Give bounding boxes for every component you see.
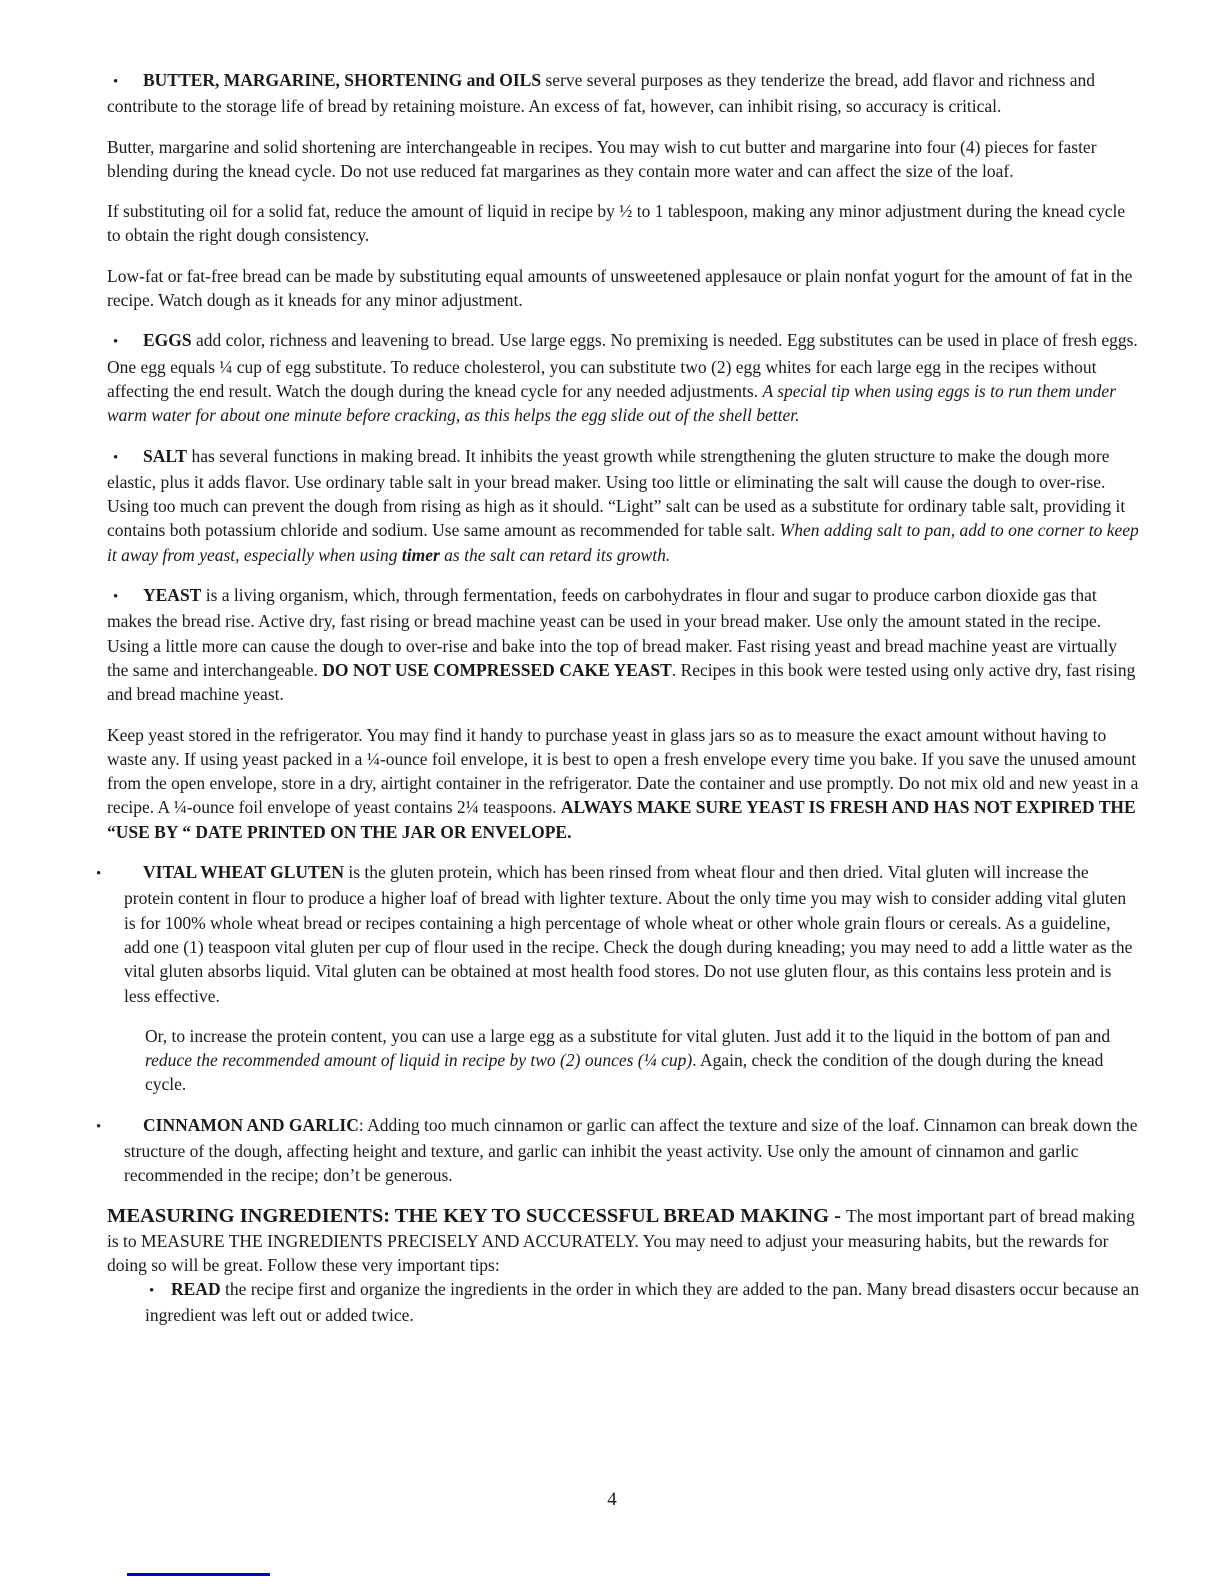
body-text: The most important part of bread making is to MEASURE THE INGREDIENTS PRECISELY AND ACCURATELY. You may need to adjust your measuring habits, but the rewards for doing so will be great. Follow these very important tips:: [107, 1205, 1135, 1275]
egg-tip-italic: A special tip when using eggs is to run them under warm water for about one minute before cracking, as this helps the egg slide out of the shell better.: [107, 380, 1116, 426]
bullet-item-butter: [107, 68, 1140, 119]
body-text: has several functions in making bread. It inhibits the yeast growth while strengthening the gluten structure to make the dough more elastic, plus it adds flavor. Use ordinary table salt in your bread maker. Using too little or eliminating the salt will cause the dough to over-rise. Using too much can prevent the dough from rising as high as it should. “Light” salt can be used as a substitute for ordinary table salt, providing it contains both potassium chloride and sodium. Use same amount as recommended for table salt.: [107, 445, 1126, 541]
salt-note-italic: When adding salt to pan, add to one corner to keep it away from yeast, especially when using: [107, 520, 1139, 565]
paragraph-fats-interchange: [107, 135, 1140, 184]
term-eggs: EGGS: [143, 330, 192, 351]
term-cinnamon-garlic: CINNAMON AND GARLIC: [143, 1114, 359, 1135]
footer-rule: [127, 1573, 270, 1576]
body-text: Keep yeast stored in the refrigerator. You may find it handy to purchase yeast in glass jars so as to measure the exact amount without having to waste any. If using yeast packed in a ¼-ounce foil envelope, it is best to open a fresh envelope every time you bake. If you save the unused amount from the open envelope, store in a dry, airtight container in the refrigerator. Date the container and use promptly. Do not mix old and new yeast in a recipe. A ¼-ounce foil envelope of yeast contains 2¼ teaspoons.: [107, 724, 1139, 818]
body-text: is the gluten protein, which has been rinsed from wheat flour and then dried. Vital gluten will increase the protein content in flour to produce a higher loaf of bread with lighter texture. About the only time you may wish to consider adding vital gluten is for 100% whole wheat bread or recipes containing a high percentage of whole wheat or other whole grain flours or cereals. As a guideline, add one (1) teaspoon vital gluten per cup of flour used in the recipe. Check the dough during kneading; you may need to add a little water as the vital gluten absorbs liquid. Vital gluten can be obtained at most health food stores. Do not use gluten flour, as this contains less protein and is less effective.: [124, 862, 1133, 1006]
bullet-icon: •: [149, 1283, 155, 1300]
body-text: the recipe first and organize the ingredients in the order in which they are added to the pan. Many bread disasters occur because an ingredient was left out or added twice.: [145, 1279, 1140, 1326]
section-measuring-ingredients: [107, 1204, 1140, 1278]
bullet-icon: •: [96, 1118, 102, 1135]
body-text: add color, richness and leavening to bread. Use large eggs. No premixing is needed. Egg substitutes can be used in place of fresh eggs. One egg equals ¼ cup of egg substitute. To reduce cholesterol, you can substitute two (2) egg whites for each large egg in the recipes without affecting the end result. Watch the dough during the knead cycle for any needed adjustments.: [107, 330, 1138, 401]
body-text: : Adding too much cinnamon or garlic can affect the texture and size of the loaf. Cinnamon can break down the structure of the dough, affecting height and texture, and garlic can inhibit the yeast activity. Use only the amount of cinnamon and garlic recommended in the recipe; don’t be generous.: [124, 1114, 1138, 1186]
bullet-icon: •: [113, 334, 119, 351]
paragraph-low-fat: [107, 264, 1140, 313]
body-text: serve several purposes as they tenderize the bread, add flavor and richness and contribute to the storage life of bread by retaining moisture. An excess of fat, however, can inhibit rising, so accuracy is critical.: [107, 70, 1096, 117]
body-text: Butter, margarine and solid shortening are interchangeable in recipes. You may wish to cut butter and margarine into four (4) pieces for faster blending during the knead cycle. Do not use reduced fat margarines as they contain more water and can affect the size of the loaf.: [107, 136, 1097, 181]
salt-note-italic-end: as the salt can retard its growth.: [439, 544, 671, 565]
term-vital-wheat-gluten: VITAL WHEAT GLUTEN: [143, 862, 344, 883]
bullet-icon: •: [96, 866, 102, 883]
body-text: is a living organism, which, through fermentation, feeds on carbohydrates in flour and sugar to produce carbon dioxide gas that makes the bread rise. Active dry, fast rising or bread machine yeast can be used in your bread maker. Use only the amount stated in the recipe. Using a little more can cause the dough to over-rise and bake into the top of bread maker. Fast rising yeast and bread machine yeast are virtually the same and interchangeable.: [107, 585, 1117, 680]
bullet-item-salt: [107, 444, 1140, 567]
paragraph-oil-substitution: [107, 199, 1140, 248]
body-text: . Again, check the condition of the dough during the knead cycle.: [145, 1050, 1104, 1095]
bullet-icon: •: [113, 449, 119, 466]
yeast-freshness-reminder-bold: ALWAYS MAKE SURE YEAST IS FRESH AND HAS NOT EXPIRED THE “USE BY “ DATE PRINTED ON THE JAR OR ENVELOPE.: [107, 797, 1136, 842]
bullet-item-yeast: [107, 583, 1140, 706]
section-heading: MEASURING INGREDIENTS: THE KEY TO SUCCESSFUL BREAD MAKING -: [107, 1204, 847, 1227]
paragraph-yeast-storage: [107, 723, 1140, 844]
term-yeast: YEAST: [143, 585, 202, 606]
page-number: 4: [607, 1489, 617, 1510]
body-text: If substituting oil for a solid fat, reduce the amount of liquid in recipe by ½ to 1 tablespoon, making any minor adjustment during the knead cycle to obtain the right dough consistency.: [107, 201, 1126, 246]
term-salt: SALT: [143, 445, 188, 466]
paragraph-gluten-alternative: [145, 1024, 1140, 1097]
bullet-item-eggs: [107, 328, 1140, 427]
bullet-item-read: [145, 1277, 1140, 1328]
bullet-item-vital-wheat-gluten: [96, 860, 1140, 1008]
yeast-warning-bold: DO NOT USE COMPRESSED CAKE YEAST: [322, 659, 672, 680]
body-text: Low-fat or fat-free bread can be made by substituting equal amounts of unsweetened applesauce or plain nonfat yogurt for the amount of fat in the recipe. Watch dough as it kneads for any minor adjustment.: [107, 265, 1133, 311]
body-text: . Recipes in this book were tested using only active dry, fast rising and bread machine yeast.: [107, 659, 1136, 705]
bullet-icon: •: [113, 74, 119, 90]
bullet-icon: •: [113, 589, 119, 606]
bullet-item-cinnamon-garlic: [96, 1113, 1140, 1188]
term-butter: BUTTER, MARGARINE, SHORTENING and OILS: [143, 70, 542, 90]
body-text: Or, to increase the protein content, you can use a large egg as a substitute for vital gluten. Just add it to the liquid in the bottom of pan and: [145, 1025, 1111, 1046]
term-read: READ: [171, 1279, 221, 1300]
salt-note-timer: timer: [401, 544, 440, 565]
liquid-reduction-italic: reduce the recommended amount of liquid in recipe by two (2) ounces (¼ cup): [145, 1050, 693, 1071]
